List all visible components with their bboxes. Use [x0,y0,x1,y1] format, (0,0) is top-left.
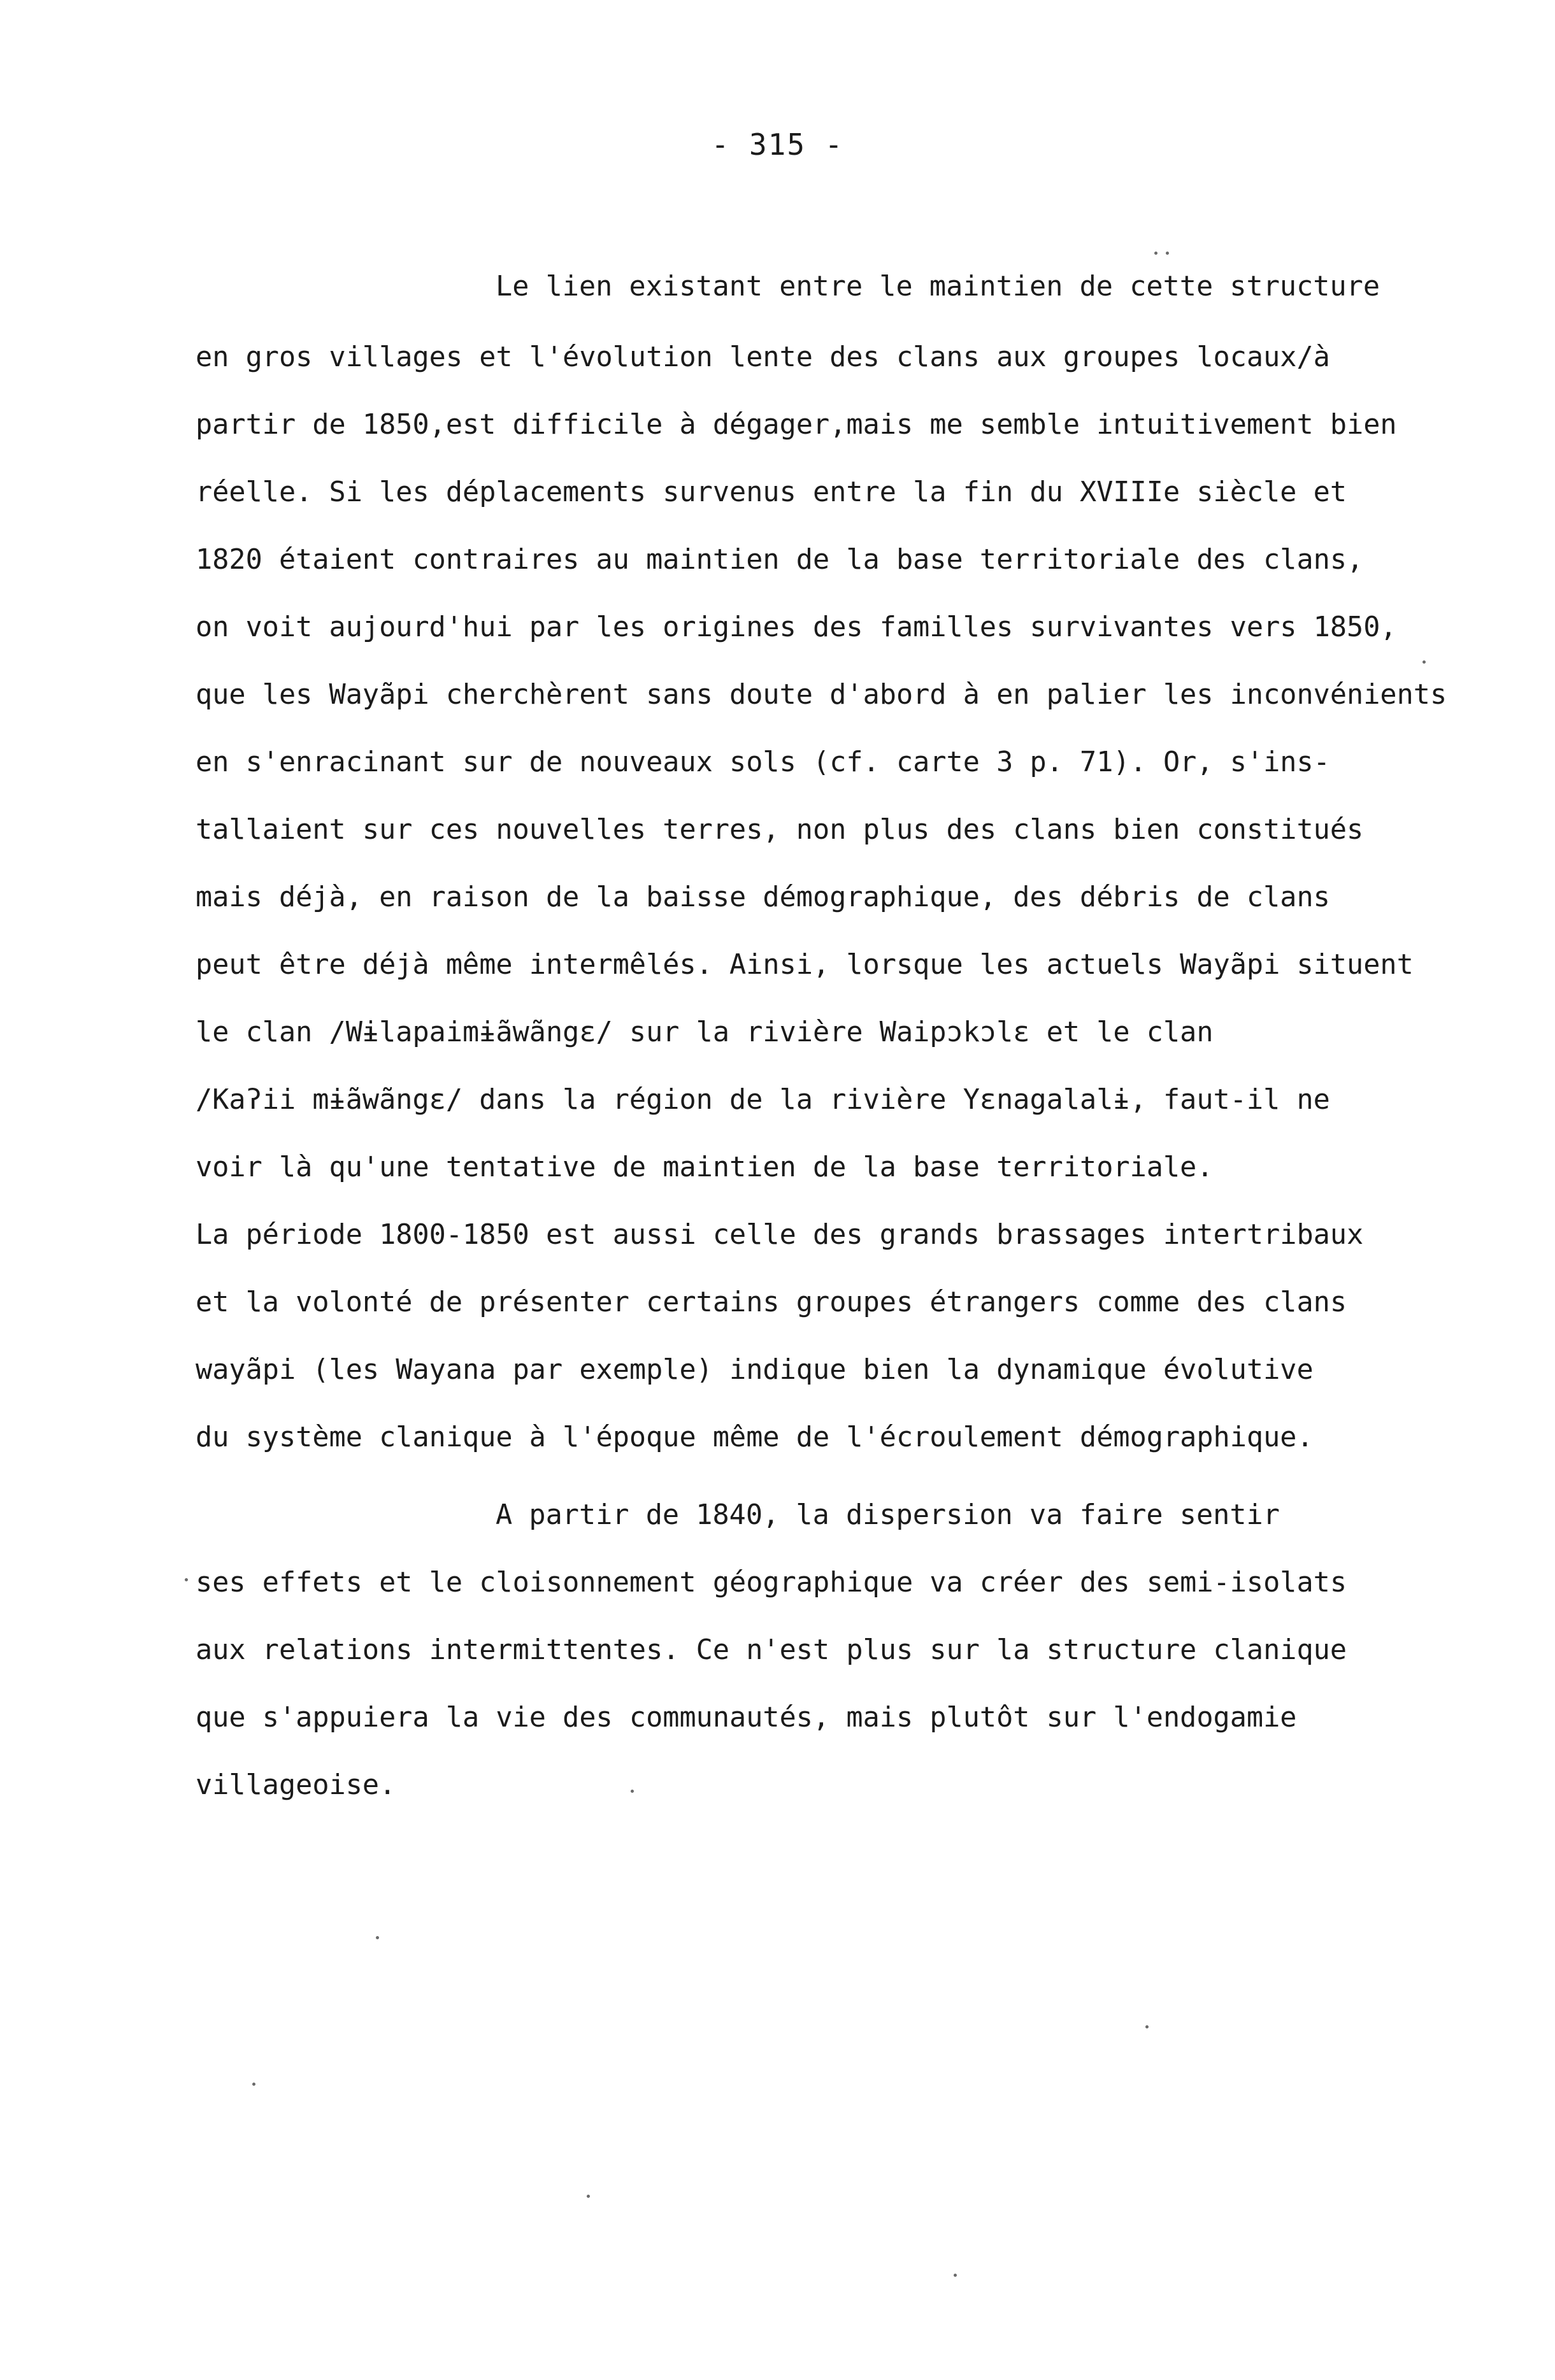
scan-speck [631,1790,634,1793]
paragraph-2-line-3: aux relations intermittentes. Ce n'est plus sur la structure clanique [196,1634,1347,1666]
paragraph-1-line-11: peut être déjà même intermêlés. Ainsi, lorsque les actuels Wayãpi situent [196,949,1414,981]
paragraph-2-line-5: villageoise. [196,1769,396,1801]
paragraph-2-line-2: ses effets et le cloisonnement géographique va créer des semi-isolats [196,1567,1347,1599]
paragraph-1-line-18: du système clanique à l'époque même de l'écroulement démographique. [196,1422,1314,1453]
paragraph-1-line-13: /Kaʔii mɨãwãngɛ/ dans la région de la rivière Yɛnagalalɨ, faut-il ne [196,1084,1330,1116]
scan-speck [1166,252,1169,255]
scan-speck [954,2274,957,2277]
paragraph-1-line-4: réelle. Si les déplacements survenus entre la fin du XVIIIe siècle et [196,476,1347,508]
paragraph-1-line-14: voir là qu'une tentative de maintien de la base territoriale. [196,1151,1214,1183]
paragraph-1-line-1: Le lien existant entre le maintien de cette structure [496,271,1380,303]
page-number: - 315 - [711,127,844,162]
paragraph-1-line-12: le clan /Wɨlapaimɨãwãngɛ/ sur la rivière Waipɔkɔlɛ et le clan [196,1016,1214,1048]
scan-speck [185,1578,188,1581]
paragraph-2-line-1: A partir de 1840, la dispersion va faire sentir [496,1499,1280,1531]
paragraph-1-line-2: en gros villages et l'évolution lente des clans aux groupes locaux/à [196,341,1330,373]
paragraph-1-line-17: wayãpi (les Wayana par exemple) indique bien la dynamique évolutive [196,1354,1314,1386]
scan-speck [1145,2025,1149,2028]
scan-speck [1154,252,1157,255]
paragraph-1-line-7: que les Wayãpi cherchèrent sans doute d'abord à en palier les inconvénients [196,679,1447,711]
paragraph-1-line-16: et la volonté de présenter certains groupes étrangers comme des clans [196,1286,1347,1318]
paragraph-1-line-3: partir de 1850,est difficile à dégager,mais me semble intuitivement bien [196,409,1397,441]
paragraph-1-line-6: on voit aujourd'hui par les origines des familles survivantes vers 1850, [196,611,1397,643]
scan-speck [587,2195,590,2198]
scan-speck [252,2083,255,2086]
paragraph-1-line-10: mais déjà, en raison de la baisse démographique, des débris de clans [196,881,1330,913]
paragraph-1-line-8: en s'enracinant sur de nouveaux sols (cf. carte 3 p. 71). Or, s'ins- [196,746,1330,778]
paragraph-1-line-9: tallaient sur ces nouvelles terres, non plus des clans bien constitués [196,814,1364,846]
paragraph-1-line-15: La période 1800-1850 est aussi celle des grands brassages intertribaux [196,1219,1364,1251]
scan-speck [1422,660,1426,664]
paragraph-1-line-5: 1820 étaient contraires au maintien de la base territoriale des clans, [196,544,1364,576]
scan-speck [376,1936,379,1939]
paragraph-2-line-4: que s'appuiera la vie des communautés, mais plutôt sur l'endogamie [196,1702,1297,1734]
